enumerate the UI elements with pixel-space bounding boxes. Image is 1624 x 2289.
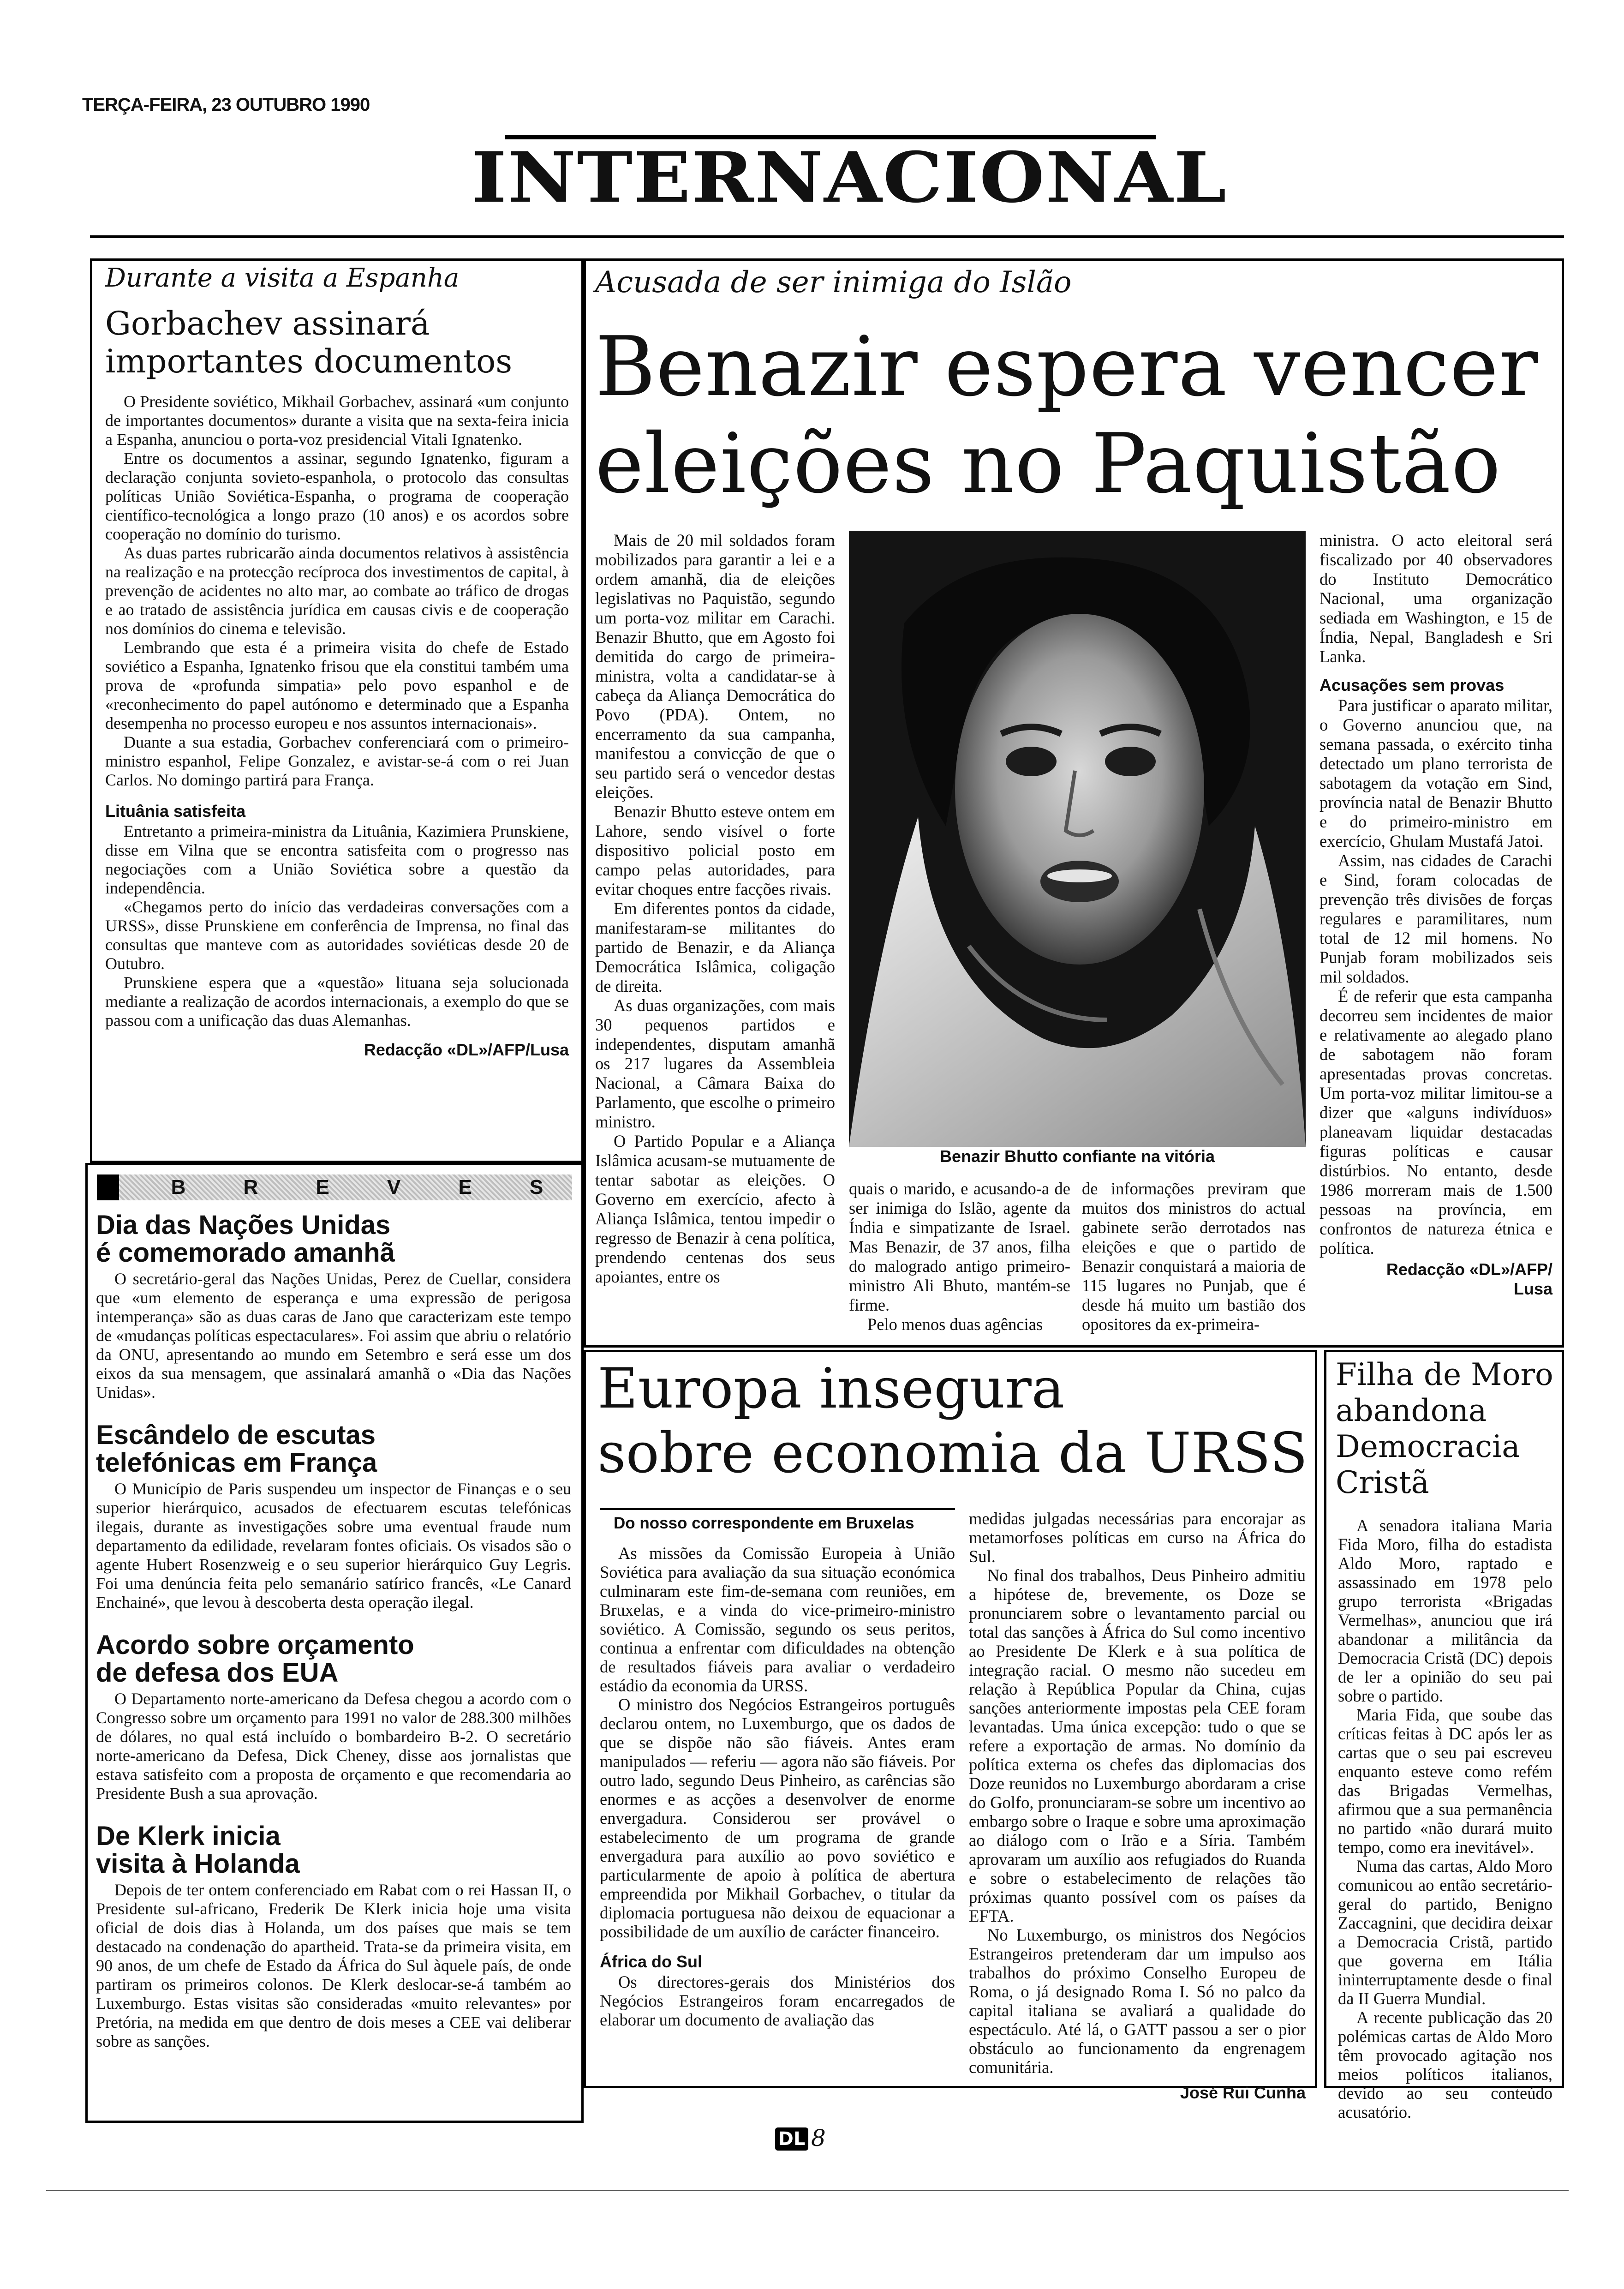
page-date: TERÇA-FEIRA, 23 OUTUBRO 1990 — [82, 95, 370, 115]
europa-headline — [597, 1357, 1308, 1486]
benazir-subhead: Acusações sem provas — [1320, 676, 1505, 695]
paragraph: O Presidente soviético, Mikhail Gorbachev, assinará «um conjunto de importantes documentos» durante a visita que na sexta-feira inicia a Espanha, anunciou o porta-voz presidencial Vitali Ignatenko. — [105, 392, 569, 449]
gorbachev-body — [105, 392, 569, 1059]
brief-text: Depois de ter ontem conferenciado em Rabat com o rei Hassan II, o Presidente sul-africano, Frederik De Klerk inicia hoje uma visita oficial de dois dias à Holanda, um dos países que mais se tem destacado na condenação do apartheid. Trata-se da primeira visita, em 90 anos, de um chefe de Estado da África do Sul àquele país, de onde partiram os primeiros colonos. De Klerk deslocar-se-á também ao Luxemburgo. Estas visitas são consideradas «muito relevantes» por Pretória, na medida em que dentro de dois meses a CEE vai deliberar sobre as sanções. — [96, 1881, 571, 2050]
brief-title: De Klerk inicia visita à Holanda — [96, 1821, 300, 1879]
paragraph: Entre os documentos a assinar, segundo Ignatenko, figuram a declaração conjunta sovieto-espanhola, o protocolo das consultas políticas União Soviética-Espanha, o programa de cooperação científico-tecnológica a longo prazo (10 anos) e os acordos sobre cooperação no domínio do turismo. — [105, 449, 569, 543]
benazir-col-4 — [1320, 531, 1552, 1299]
paragraph: Prunskiene espera que a «questão» lituana seja solucionada mediante a realização de acordos internacionais, a exemplo do que se passou com a unificação das duas Alemanhas. — [105, 973, 569, 1030]
brief-title: Acordo sobre orçamento de defesa dos EUA — [96, 1630, 414, 1688]
photo-caption: Benazir Bhutto confiante na vitória — [939, 1147, 1215, 1166]
paragraph: Os directores-gerais dos Ministérios dos Negócios Estrangeiros foram encarregados de elaborar um documento de avaliação das — [600, 1972, 955, 2029]
moro-body — [1338, 1516, 1552, 2121]
paragraph: Para justificar o aparato militar, o Governo anunciou que, na semana passada, o exército tinha detectado um plano terrorista de sabotagem da votação em Sind, província natal de Benazir Bhutto e do primeiro-ministro em exercício, Ghulam Mustafá Jatoi. — [1320, 696, 1552, 851]
breves-banner — [97, 1174, 572, 1200]
europa-headline-line-1: Europa insegura — [597, 1357, 1065, 1421]
paragraph: Mais de 20 mil soldados foram mobilizados para garantir a lei e a ordem amanhã, dia de eleições legislativas no Paquistão, segundo um porta-voz militar em Carachi. Benazir Bhutto, que em Agosto foi demitida do cargo de primeira-ministra, volta a candidatar-se à cabeça da Aliança Democrática do Povo (PDA). Ontem, no encerramento da sua campanha, manifestou a convicção de que o seu partido será o vencedor destas eleições. — [595, 531, 835, 802]
benazir-credit — [1320, 1260, 1552, 1299]
portrait-illustration — [849, 531, 1306, 1147]
europa-subhead: África do Sul — [600, 1952, 703, 1971]
moro-headline-line-1: Filha de Moro — [1336, 1357, 1553, 1392]
gorbachev-kicker: Durante a visita a Espanha — [105, 263, 460, 293]
paragraph: Maria Fida, que soube das críticas feitas à DC após ler as cartas que o seu pai escreveu enquanto esteve como refém das Brigadas Vermelhas, afirmou que a sua permanência no partido «não durará muito tempo, como era inevitável». — [1338, 1705, 1552, 1857]
paragraph: «Chegamos perto do início das verdadeiras conversações com a URSS», disse Prunskiene em conferência de Imprensa, no final das consultas que manteve com as autoridades soviéticas desde 20 de Outubro. — [105, 898, 569, 973]
section-title: INTERNACIONAL — [472, 137, 1228, 218]
benazir-photo — [849, 531, 1306, 1147]
europa-credit: José Rui Cunha — [1180, 2083, 1306, 2102]
page-bottom-line — [46, 2190, 1569, 2191]
brief-item — [96, 1421, 571, 1612]
paragraph: Entretanto a primeira-ministra da Lituânia, Kazimiera Prunskiene, disse em Vilna que se encontra satisfeita com o progresso nas negociações com a União Soviética sobre a questão da independência. — [105, 822, 569, 897]
paragraph: Em diferentes pontos da cidade, manifestaram-se militantes do partido de Benazir, e da Aliança Democrática Islâmica, coligação de direita. — [595, 899, 835, 995]
paragraph: O ministro dos Negócios Estrangeiros português declarou ontem, no Luxemburgo, que os dados de que se dispõe não são fiáveis. Antes eram manipulados — referiu — agora não são fiáveis. Por outro lado, segundo Deus Pinheiro, as carências são enormes e as acções a desenvolver de enorme envergadura. Considerou ser provável o estabelecimento de um programa de grande envergadura para auxílio ao povo soviético e particularmente de apoio à política de abertura empreendida por Mikhail Gorbachev, o titular da diplomacia portuguesa não deixou de equacionar a possibilidade de um auxílio de carácter financeiro. — [600, 1695, 955, 1941]
moro-headline-line-3: Democracia — [1336, 1429, 1520, 1464]
gorbachev-headline-line-2: importantes documentos — [105, 342, 513, 380]
paragraph: Duante a sua estadia, Gorbachev conferenciará com o primeiro-ministro espanhol, Felipe Gonzalez, e avistar-se-á com o rei Juan Carlos. No domingo partirá para França. — [105, 733, 569, 789]
paragraph: As missões da Comissão Europeia à União Soviética para avaliação da sua situação económica culminaram este fim-de-semana com reuniões, em Bruxelas, e a vinda do vice-primeiro-ministro soviético. A Comissão, segundo os seus peritos, continua a enfrentar com dificuldades na obtenção de resultados fiáveis para avaliar o verdadeiro estádio da economia da URSS. — [600, 1544, 955, 1695]
footer-logo — [775, 2127, 808, 2151]
paragraph: As duas partes rubricarão ainda documentos relativos à assistência na realização e na protecção recíproca dos investimentos de capital, à prevenção de acidentes no alto mar, ao combate ao tráfico de drogas e ao tratado de assistência jurídica em causas civis e de cooperação nos domínios do cinema e televisão. — [105, 544, 569, 638]
paragraph: As duas organizações, com mais 30 pequenos partidos e independentes, disputam amanhã os 217 lugares da Assembleia Nacional, a Câmara Baixa do Parlamento, que escolhe o primeiro ministro. — [595, 996, 835, 1131]
brief-item — [96, 1631, 571, 1803]
breves-letter: R — [243, 1176, 258, 1198]
europa-col-2 — [969, 1509, 1306, 2102]
benazir-credit-line-1: Redacção «DL»/AFP/ — [1386, 1260, 1552, 1279]
paragraph: É de referir que esta campanha decorreu sem incidentes de maior e relativamente ao alegado plano de sabotagem não foram apresentadas provas concretas. Um porta-voz militar limitou-se a dizer que «alguns indivíduos» planeavam liquidar destacadas figuras políticas e causar distúrbios. No entanto, desde 1986 morreram mais de 1.500 pessoas na província, em confrontos de natureza étnica e política. — [1320, 987, 1552, 1258]
paragraph: Benazir Bhutto esteve ontem em Lahore, sendo visível o forte dispositivo policial posto em campo pelas autoridades, para evitar choques entre facções rivais. — [595, 802, 835, 899]
benazir-headline — [595, 318, 1539, 512]
gorbachev-headline — [105, 305, 512, 380]
gorbachev-credit: Redacção «DL»/AFP/Lusa — [364, 1040, 569, 1059]
benazir-col-1 — [595, 531, 835, 1287]
paragraph: Lembrando que esta é a primeira visita do chefe de Estado soviético a Espanha, Ignatenko frisou que ela constitui também uma prova de «profunda simpatia» pelo povo espanhol e de «reconhecimento do papel autónomo e determinado que a Espanha desempenha no processo europeu e nos assuntos internacionais». — [105, 638, 569, 732]
brief-text: O Departamento norte-americano da Defesa chegou a acordo com o Congresso sobre um orçamento para 1991 no valor de 288.300 milhões de dólares, no qual está incluído o bombardeiro B-2. O secretário norte-americano da Defesa, Dick Cheney, disse aos jornalistas que estava satisfeito com a proposta de orçamento e que recomendaria ao Presidente Bush a sua aprovação. — [96, 1690, 571, 1803]
brief-item — [96, 1822, 571, 2051]
benazir-kicker: Acusada de ser inimiga do Islão — [595, 265, 1072, 300]
paragraph: No final dos trabalhos, Deus Pinheiro admitiu a hipótese de, brevemente, os Doze se pronunciarem sobre o levantamento parcial ou total das sanções à África do Sul como incentivo ao Presidente De Klerk e à sua política de integração racial. O mesmo não sucedeu em relação à República Popular da China, cujas sanções anteriormente impostas pela CEE foram levantadas. Uma única excepção: tudo o que se refere a exportação de armas. No domínio da política externa os chefes das diplomacias dos Doze reunidos no Luxemburgo abordaram a crise do Golfo, pronunciaram-se sobre um incentivo ao embargo sobre o Iraque e sobre uma aproximação ao diálogo com o Irão e a Síria. Também aprovaram um auxílio aos refugiados do Ruanda e sobre o estabelecimento de relações tão próximas quanto possível com os países da EFTA. — [969, 1566, 1306, 1925]
breves-letter: B — [171, 1176, 186, 1198]
benazir-headline-line-1: Benazir espera vencer — [595, 319, 1539, 414]
europa-byline-rule — [600, 1508, 955, 1510]
paragraph: A senadora italiana Maria Fida Moro, filha do estadista Aldo Moro, raptado e assassinado em 1978 pelo grupo terrorista «Brigadas Vermelhas», anunciou que irá abandonar a militância da Democracia Cristã (DC) depois de ler a opinião do seu pai sobre o partido. — [1338, 1516, 1552, 1705]
paragraph: Numa das cartas, Aldo Moro comunicou ao então secretário-geral do partido, Benigno Zaccagnini, que decidira deixar a Democracia Cristã, partido que governa em Itália ininterruptamente desde o final da II Guerra Mundial. — [1338, 1857, 1552, 2008]
breves-letter: V — [387, 1176, 401, 1198]
europa-headline-line-2: sobre economia da URSS — [597, 1421, 1308, 1486]
europa-col-1 — [600, 1544, 955, 2029]
europa-byline: Do nosso correspondente em Bruxelas — [614, 1514, 914, 1532]
brief-title: Escândelo de escutas telefónicas em França — [96, 1420, 377, 1478]
brief-title: Dia das Nações Unidas é comemorado amanhã — [96, 1210, 395, 1268]
gorbachev-headline-line-1: Gorbachev assinará — [105, 305, 430, 342]
paragraph: medidas julgadas necessárias para encorajar as metamorfoses políticas em curso na África do Sul. — [969, 1509, 1306, 1566]
masthead-rule-bottom — [90, 235, 1564, 238]
breves-banner-block — [97, 1174, 119, 1200]
brief-text: O Município de Paris suspendeu um inspector de Finanças e o seu superior hierárquico, acusados de efectuarem escutas telefónicas ilegais, durante as investigações sobre uma eventual fraude num departamento da edilidade, revelaram fontes oficiais. Os visados são o agente Hubert Rosenzweig e o seu superior hierárquico Guy Legris. Foi uma denúncia feita pelo semanário satírico francês, «Le Canard Enchainé», que levou à descoberta desta operação ilegal. — [96, 1480, 571, 1612]
brief-text: O secretário-geral das Nações Unidas, Perez de Cuellar, considera que «um elemento de esperança e uma expressão de perigosa intemperança» são as duas caras de Jano que caracterizam este tempo de «mudanças políticas espectaculares». Foi assim que abriu o relatório da ONU, apresentando ao mundo em Setembro e será esse um dos eixos da sua mensagem, que assinalará amanhã o «Dia das Nações Unidas». — [96, 1270, 571, 1402]
gorbachev-subhead: Lituânia satisfeita — [105, 802, 246, 821]
benazir-col-3 — [1082, 1179, 1306, 1334]
paragraph: No Luxemburgo, os ministros dos Negócios Estrangeiros pretenderam dar um impulso aos trabalhos do próximo Conselho Europeu de Roma, o já designado Roma I. Só no palco da capital italiana se avaliará a qualidade do espectáculo. Até lá, o GATT passou a ser o pior obstáculo ao funcionamento da engrenagem comunitária. — [969, 1925, 1306, 2077]
footer-logo-text: DL — [778, 2128, 806, 2150]
paragraph: de informações previram que muitos dos ministros do actual gabinete serão derrotados nas eleições e que o partido de Benazir conquistará a maioria de 115 lugares no Punjab, que é desde há muito um bastião dos opositores da ex-primeira- — [1082, 1179, 1306, 1334]
breves-list — [96, 1211, 571, 2051]
brief-item — [96, 1211, 571, 1402]
paragraph: ministra. O acto eleitoral será fiscalizado por 40 observadores do Instituto Democrático Nacional, uma organização sediada em Washington, e 15 de Índia, Nepal, Bangladesh e Sri Lanka. — [1320, 531, 1552, 666]
breves-letter: E — [458, 1176, 472, 1198]
paragraph: Assim, nas cidades de Carachi e Sind, foram colocadas de prevenção três divisões de forças regulares e paramilitares, num total de 12 mil homens. No Punjab foram mobilizados seis mil soldados. — [1320, 851, 1552, 986]
paragraph: Pelo menos duas agências — [867, 1315, 1043, 1334]
benazir-headline-line-2: eleições no Paquistão — [595, 416, 1501, 511]
paragraph: quais o marido, e acusando-a de ser inimiga do Islão, agente da Índia e simpatizante de Israel. Mas Benazir, de 37 anos, filha do malogrado antigo primeiro-ministro Ali Bhuto, mantém-se firme. — [849, 1179, 1070, 1314]
breves-letter: S — [530, 1176, 543, 1198]
breves-letter: E — [316, 1176, 329, 1198]
paragraph: A recente publicação das 20 polémicas cartas de Aldo Moro têm provocado agitação nos meios políticos italianos, devido ao seu conteúdo acusatório. — [1338, 2008, 1552, 2121]
moro-headline-line-2: abandona — [1336, 1393, 1487, 1428]
benazir-col-2 — [849, 1179, 1070, 1334]
paragraph: O Partido Popular e a Aliança Islâmica acusam-se mutuamente de tentar sabotar as eleições. O Governo em exercício, afecto à Aliança Islâmica, tentou impedir o regresso de Benazir à cena política, prendendo centenas dos seus apoiantes, entre os — [595, 1132, 835, 1286]
page-number: 8 — [811, 2125, 826, 2151]
moro-headline — [1336, 1357, 1553, 1501]
benazir-credit-line-2: Lusa — [1513, 1279, 1552, 1298]
moro-headline-line-4: Cristã — [1336, 1465, 1429, 1500]
